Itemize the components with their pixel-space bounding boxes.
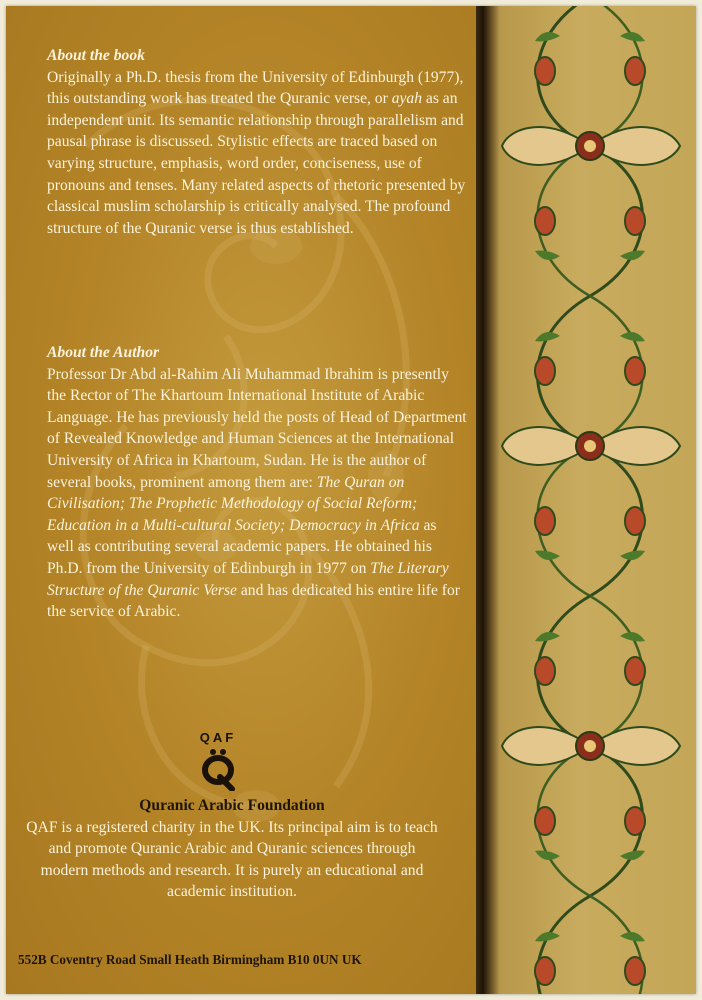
foundation-title: Quranic Arabic Foundation	[139, 797, 325, 814]
about-author-text-2: as well as contributing several academic papers. He obtained his Ph.D. from the University of Edinburgh in 1977 on	[47, 516, 437, 577]
spine-shadow	[476, 6, 500, 994]
foundation-section	[26, 795, 438, 903]
about-book-text-2: as an independent unit. Its semantic relationship through parallelism and pausal phrase is discussed. Stylistic effects are traced based on varying structure, emphasis, word order, conciseness, use of pronouns and tenses. Many related aspects of rhetoric presented by classical muslim scholarship is critically analysed. The profound structure of the Quranic verse is thus established.	[47, 90, 466, 237]
about-author-heading: About the Author	[47, 344, 160, 361]
about-book-text-1: Originally a Ph.D. thesis from the University of Edinburgh (1977), this outstanding work has treated the Quranic verse, or	[47, 68, 464, 108]
arabesque-border-icon	[500, 6, 696, 994]
about-author-text-3: and has dedicated his entire life for the service of Arabic.	[47, 581, 460, 621]
qaf-logo-icon	[200, 747, 236, 791]
ornament-panel	[500, 6, 696, 994]
qaf-letters: QAF	[199, 730, 237, 745]
back-cover	[6, 6, 696, 994]
about-book-heading: About the book	[47, 47, 145, 64]
about-author-section	[47, 342, 467, 623]
book-titles: The Quran on Civilisation; The Prophetic Methodology of Social Reform; Education in a Multi-cultural Society; Democracy in Africa	[47, 473, 420, 534]
about-book-section	[47, 45, 467, 239]
ayah-term: ayah	[391, 90, 423, 108]
foundation-text: QAF is a registered charity in the UK. Its principal aim is to teach and promote Quranic Arabic and Quranic sciences through modern methods and research. It is purely an educational and academic institution.	[26, 818, 438, 901]
about-author-text-1: Professor Dr Abd al-Rahim Ali Muhammad Ibrahim is presently the Rector of The Khartoum International Institute of Arabic Language. He has previously held the posts of Head of Department of Revealed Knowledge and Human Sciences at the International University of Africa in Khartoum, Sudan. He is the author of several books, prominent among them are:	[47, 365, 467, 491]
text-panel	[6, 6, 476, 994]
qaf-logo	[193, 730, 243, 792]
address: 552B Coventry Road Small Heath Birmingham B10 0UN UK	[18, 952, 362, 967]
thesis-title: The Literary Structure of the Quranic Verse	[47, 559, 449, 599]
